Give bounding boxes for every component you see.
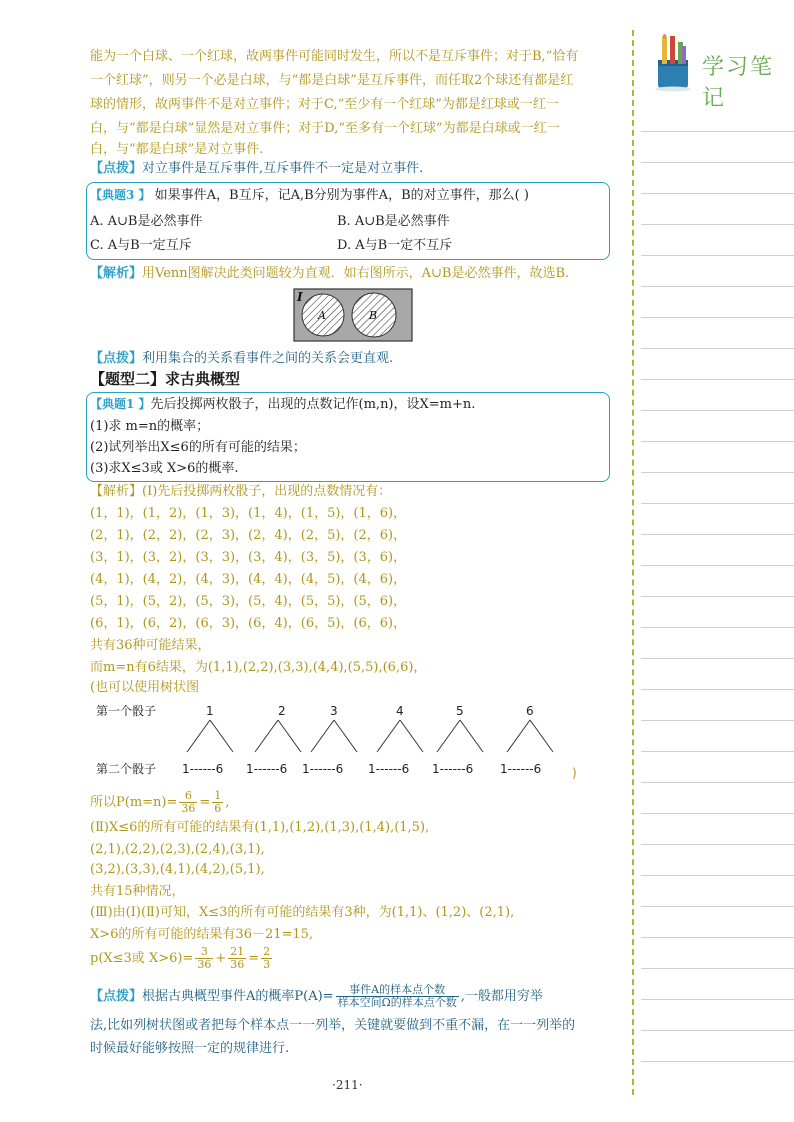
final-frac-3: $\frac{2}{3}$	[263, 945, 271, 971]
outcome-row: (6，1)，(6，2)，(6，3)，(6，4)，(6，5)，(6，6)，	[90, 616, 407, 631]
tree-leaf: 1------6	[246, 762, 288, 776]
pencil-cup-icon	[650, 34, 698, 92]
tree-diagram	[92, 700, 612, 782]
part-3-line: X>6的所有可能的结果有36－21=15,	[90, 927, 314, 942]
part-2-line: 共有15种情况，	[90, 884, 185, 899]
equal-case: 而m=n有6结果，为(1,1),(2,2),(3,3),(4,4),(5,5),(6,6)，	[90, 660, 427, 675]
example-3-tag: 【典题3 】	[90, 188, 151, 202]
sidebar-header	[650, 34, 794, 111]
venn-set-b-label: B	[369, 309, 378, 322]
prob-line: 所以P(m=n)= $\frac{6}{36}$ = $\frac{1}{6}$ ,	[90, 789, 230, 815]
tree-leaf: 1------6	[368, 762, 410, 776]
part-2-line: (2,1),(2,2),(2,3),(2,4),(3,1),	[90, 842, 265, 857]
tip-suffix: ,一般都用穷举	[460, 989, 543, 1004]
tip-prefix: 根据古典概型事件A的概率P(A)=	[142, 989, 334, 1004]
venn-diagram	[293, 288, 413, 342]
example-1-line: (1)求 m=n的概率；	[90, 419, 210, 434]
analysis-1-intro	[90, 482, 391, 501]
prob-frac-1: $\frac{6}{36}$	[181, 789, 196, 815]
example-1-line	[90, 395, 475, 414]
tree-node: 2	[278, 704, 286, 718]
example-1-line: (2)试列举出X≤6的所有可能的结果；	[90, 440, 306, 455]
tip-frac: $\frac{\text{事件A的样本点个数}}{\text{样本空间Ω的样本点个数}}$	[337, 983, 457, 1009]
part-3-line: (Ⅲ)由(Ⅰ)(Ⅱ)可知，X≤3的所有可能的结果有3种，为(1,1)、(1,2)、(2,1),	[90, 905, 515, 920]
answer-line: 能为一个白球、一个红球，故两事件可能同时发生，所以不是互斥事件；对于B,“恰有	[90, 49, 579, 64]
analysis-text: 用Venn图解决此类问题较为直观．如右图所示，A∪B是必然事件，故选B.	[142, 266, 570, 281]
tip-2	[90, 349, 393, 368]
final-frac-2: $\frac{21}{36}$	[230, 945, 245, 971]
tree-node: 4	[396, 704, 404, 718]
tree-second-label: 第二个骰子	[96, 762, 157, 776]
tree-first-label: 第一个骰子	[96, 704, 157, 718]
option-b: B. A∪B是必然事件	[337, 214, 450, 229]
tip-text: 利用集合的关系看事件之间的关系会更直观.	[142, 351, 394, 366]
answer-line: 球的情形，故两事件不是对立事件；对于C,“至少有一个红球”为都是红球或一红一	[90, 97, 559, 112]
tip-text: 对立事件是互斥事件,互斥事件不一定是对立事件.	[142, 161, 424, 176]
analysis-3	[90, 264, 569, 283]
example-1-text: 先后投掷两枚骰子，出现的点数记作(m,n)，设X=m+n.	[150, 397, 476, 412]
venn-universe-label: I	[297, 290, 303, 304]
tree-node: 5	[456, 704, 464, 718]
tip-1	[90, 159, 423, 178]
prob-frac-2: $\frac{1}{6}$	[214, 789, 222, 815]
final-prefix: p(X≤3或 X>6)=	[90, 951, 194, 966]
part-2-line: (Ⅱ)X≤6的所有可能的结果有(1,1),(1,2),(1,3),(1,4),(1,5),	[90, 820, 430, 835]
outcome-row: (1，1)，(1，2)，(1，3)，(1，4)，(1，5)，(1，6)，	[90, 506, 407, 521]
example-1-tag: 【典题1 】	[90, 397, 151, 411]
final-frac-1: $\frac{3}{36}$	[197, 945, 212, 971]
tip-3-line: 时候最好能够按照一定的规律进行.	[90, 1041, 290, 1056]
tree-intro: (也可以使用树状图	[90, 680, 200, 695]
tip-3	[90, 984, 543, 1010]
tip-tag: 【点拨】	[90, 161, 143, 176]
outcome-row: (3，1)，(3，2)，(3，3)，(3，4)，(3，5)，(3，6)，	[90, 550, 407, 565]
outcome-row: (2，1)，(2，2)，(2，3)，(2，4)，(2，5)，(2，6)，	[90, 528, 407, 543]
tree-node: 1	[206, 704, 214, 718]
tree-node: 3	[330, 704, 338, 718]
section-heading: 【题型二】求古典概型	[90, 370, 241, 388]
example-3-question: 如果事件A，B互斥，记A,B分别为事件A，B的对立事件，那么( )	[154, 188, 529, 203]
outcome-row: (5，1)，(5，2)，(5，3)，(5，4)，(5，5)，(5，6)，	[90, 594, 407, 609]
tree-branches	[187, 720, 553, 752]
answer-line: 一个红球”，则另一个必是白球，与“都是白球”是互斥事件，而任取2个球还有都是红	[90, 73, 574, 88]
analysis-tag: 【解析】	[90, 484, 143, 499]
analysis-text: (Ⅰ)先后投掷两枚骰子，出现的点数情况有：	[142, 484, 392, 499]
answer-line: 白，与“都是白球”是对立事件.	[90, 142, 264, 157]
part-2-line: (3,2),(3,3),(4,1),(4,2),(5,1),	[90, 862, 265, 877]
tree-close-paren: )	[572, 766, 577, 780]
tree-node: 6	[526, 704, 534, 718]
page-number: ·211·	[332, 1078, 363, 1092]
outcome-row: (4，1)，(4，2)，(4，3)，(4，4)，(4，5)，(4，6)，	[90, 572, 407, 587]
answer-line: 白，与“都是白球”显然是对立事件；对于D,“至多有一个红球”为都是白球或一红一	[90, 121, 560, 136]
tip-3-line: 法,比如列树状图或者把每个样本点一一列举，关键就要做到不重不漏，在一一列举的	[90, 1018, 576, 1033]
analysis-tag: 【解析】	[90, 266, 143, 281]
tree-leaf: 1------6	[302, 762, 344, 776]
total-count: 共有36种可能结果，	[90, 638, 211, 653]
prob-prefix: 所以P(m=n)=	[90, 795, 178, 810]
sidebar-title: 学习笔记	[702, 55, 775, 111]
option-d: D. A与B一定不互斥	[337, 238, 453, 253]
venn-set-a-label: A	[318, 309, 326, 322]
tip-tag: 【点拨】	[90, 989, 143, 1004]
tree-leaf: 1------6	[500, 762, 542, 776]
example-3-question-line	[90, 186, 529, 205]
tree-leaf: 1------6	[432, 762, 474, 776]
example-1-line: (3)求X≤3或 X>6的概率.	[90, 461, 239, 476]
notes-divider	[632, 30, 634, 1095]
tip-tag: 【点拨】	[90, 351, 143, 366]
final-prob-line: p(X≤3或 X>6)= $\frac{3}{36}$ + $\frac{21}{36}$ = $\frac{2}{3}$	[90, 945, 271, 971]
tree-leaf: 1------6	[182, 762, 224, 776]
option-a: A. A∪B是必然事件	[90, 214, 203, 229]
option-c: C. A与B一定互斥	[90, 238, 192, 253]
